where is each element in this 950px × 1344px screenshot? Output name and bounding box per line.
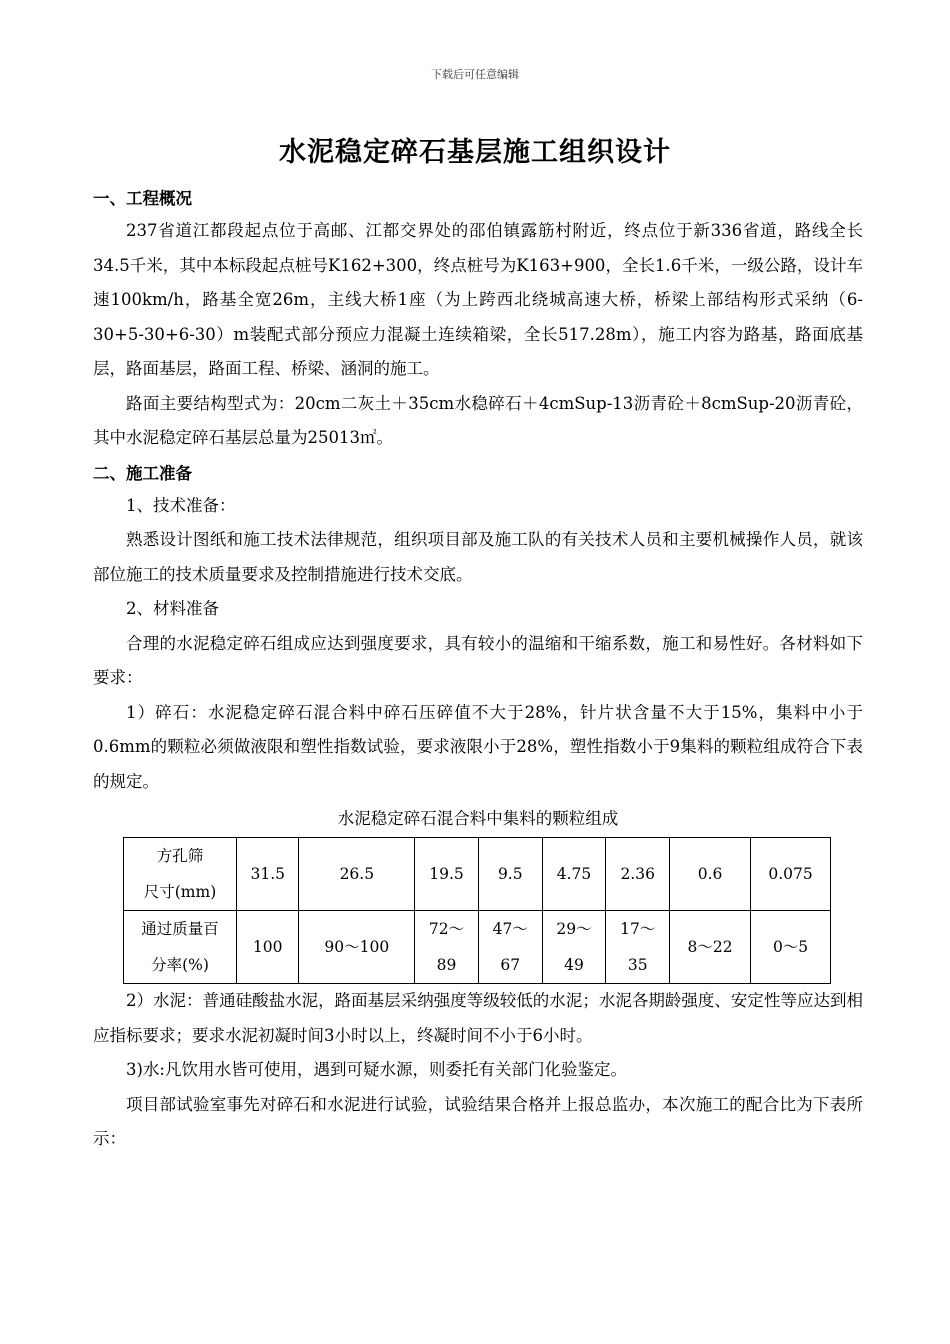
table-cell: 100 xyxy=(237,911,299,984)
table-cell: 72～ 89 xyxy=(415,911,479,984)
table-row xyxy=(124,911,831,984)
table-cell: 19.5 xyxy=(415,838,479,911)
technical-paragraph: 熟悉设计图纸和施工技术法律规范，组织项目部及施工队的有关技术人员和主要机械操作人员，就该部位施工的技术质量要求及控制措施进行技术交底。 xyxy=(93,530,863,584)
gravel-paragraph: 1）碎石：水泥稳定碎石混合料中碎石压碎值不大于28%，针片状含量不大于15%，集料中小于0.6mm的颗粒必须做液限和塑性指数试验，要求液限小于28%，塑性指数小于9集料的颗粒组成符合下表的规定。 xyxy=(93,702,863,791)
table-header-cell: 通过质量百 分率(%) xyxy=(124,911,237,984)
section-heading-overview: 一、工程概况 xyxy=(93,189,192,208)
table-cell: 8～22 xyxy=(670,911,751,984)
table-cell: 31.5 xyxy=(237,838,299,911)
document-title: 水泥稳定碎石基层施工组织设计 xyxy=(279,137,671,168)
table-caption: 水泥稳定碎石混合料中集料的颗粒组成 xyxy=(337,809,619,828)
table-cell: 0.075 xyxy=(751,838,831,911)
mix-ratio-paragraph: 项目部试验室事先对碎石和水泥进行试验，试验结果合格并上报总监办，本次施工的配合比为下表所示： xyxy=(93,1094,863,1148)
subheading-technical: 1、技术准备： xyxy=(126,495,236,515)
table-cell: 90～100 xyxy=(299,911,415,984)
table-cell: 26.5 xyxy=(299,838,415,911)
table-row xyxy=(124,838,831,911)
table-cell: 29～ 49 xyxy=(542,911,606,984)
table-cell: 9.5 xyxy=(478,838,542,911)
table-cell: 0～5 xyxy=(751,911,831,984)
document-body xyxy=(93,184,863,1157)
subheading-materials: 2、材料准备 xyxy=(126,599,219,618)
table-cell: 2.36 xyxy=(606,838,670,911)
overview-paragraph-1: 237省道江都段起点位于高邮、江都交界处的邵伯镇露筋村附近，终点位于新336省道，路线全长34.5千米，其中本标段起点桩号K162+300，终点桩号为K163+900，全长1.6千米，一级公路，设计车速100km/h，路基全宽26m，主线大桥1座（为上跨西北绕城高速大桥，桥梁上部结构形式采纳（6-30+5-30+6-30）m装配式部分预应力混凝土连续箱梁，全长517.28m），施工内容为路基，路面底基层，路面基层，路面工程、桥梁、涵洞的施工。 xyxy=(93,221,863,378)
gradation-table xyxy=(123,837,831,984)
overview-paragraph-2: 路面主要结构型式为：20cm二灰土＋35cm水稳碎石＋4cmSup-13沥青砼＋8cmSup-20沥青砼，其中水泥稳定碎石基层总量为25013㎡。 xyxy=(93,393,863,447)
table-cell: 17～ 35 xyxy=(606,911,670,984)
cement-paragraph: 2）水泥：普通硅酸盐水泥，路面基层采纳强度等级较低的水泥；水泥各期龄强度、安定性等应达到相应指标要求；要求水泥初凝时间3小时以上，终凝时间不小于6小时。 xyxy=(93,991,863,1045)
materials-paragraph: 合理的水泥稳定碎石组成应达到强度要求，具有较小的温缩和干缩系数，施工和易性好。各材料如下要求： xyxy=(93,633,863,687)
table-header-cell: 方孔筛 尺寸(mm) xyxy=(124,838,237,911)
section-heading-preparation: 二、施工准备 xyxy=(93,463,192,483)
table-cell: 47～ 67 xyxy=(478,911,542,984)
table-cell: 0.6 xyxy=(670,838,751,911)
table-cell: 4.75 xyxy=(542,838,606,911)
water-paragraph: 3)水:凡饮用水皆可使用，遇到可疑水源，则委托有关部门化验鉴定。 xyxy=(126,1060,627,1079)
header-note: 下载后可任意编辑 xyxy=(431,68,519,81)
